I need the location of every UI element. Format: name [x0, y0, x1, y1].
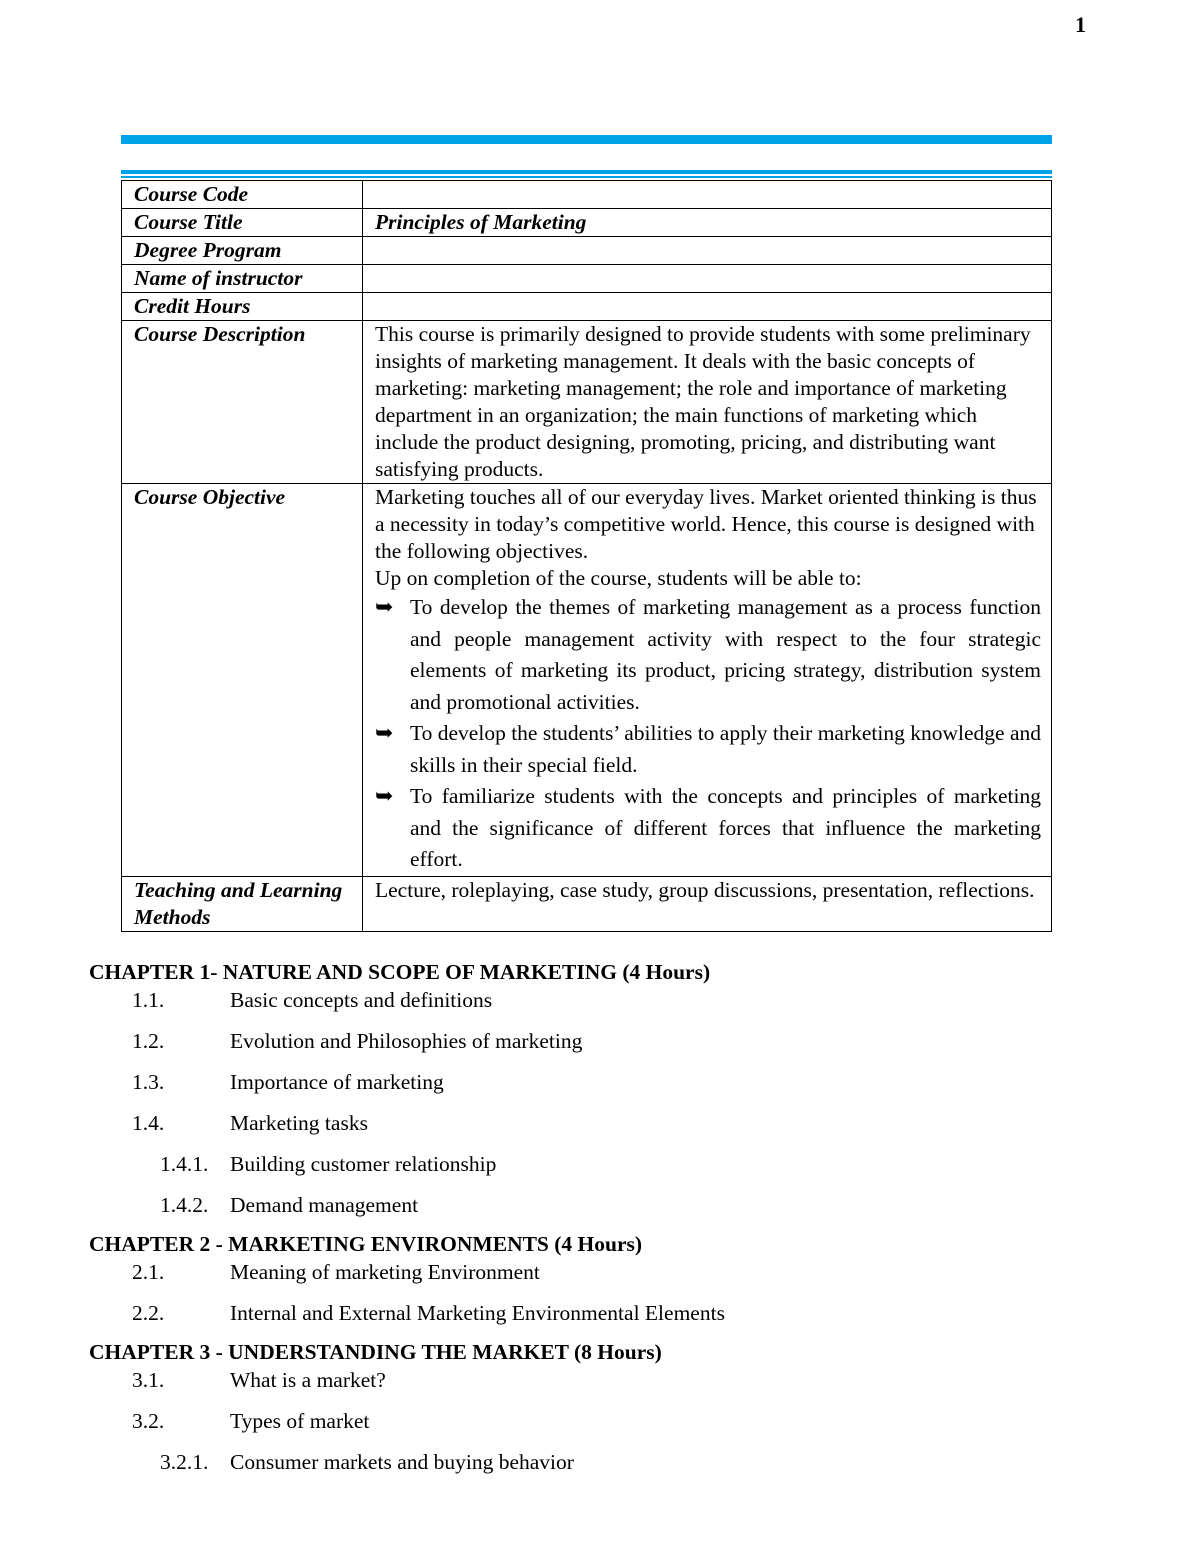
item-number: 1.3. [132, 1070, 165, 1094]
list-item [375, 718, 1041, 781]
item-text: Types of market [230, 1409, 370, 1433]
row-label-credit-hours: Credit Hours [122, 293, 363, 321]
row-label-degree-program: Degree Program [122, 237, 363, 265]
chapter-heading: CHAPTER 2 - MARKETING ENVIRONMENTS (4 Hours) [89, 1232, 643, 1256]
item-text: What is a market? [230, 1368, 386, 1392]
chapter-heading: CHAPTER 1- NATURE AND SCOPE OF MARKETING (4 Hours) [89, 960, 711, 984]
item-number: 1.4.1. [160, 1152, 209, 1176]
list-item [89, 1258, 1089, 1299]
item-text: Demand management [230, 1193, 419, 1217]
objective-text: To develop the students’ abilities to apply their marketing knowledge and skills in their special field. [410, 721, 1041, 777]
page-number: 1 [1075, 12, 1086, 37]
teaching-methods-value: Lecture, roleplaying, case study, group discussions, presentation, reflections. [363, 876, 1052, 931]
chapter-2-section [89, 1230, 1089, 1340]
course-code-value [363, 181, 1052, 209]
item-text: Importance of marketing [230, 1070, 444, 1094]
row-label-course-objective: Course Objective [122, 484, 363, 877]
list-item [89, 986, 1089, 1027]
instructor-value [363, 265, 1052, 293]
table-row [122, 876, 1052, 931]
list-item [89, 1027, 1089, 1068]
table-row [122, 484, 1052, 877]
objective-intro: Marketing touches all of our everyday lives. Market oriented thinking is thus a necessity in today’s competitive world. Hence, this course is designed with the following objectives. [375, 485, 1037, 563]
degree-program-value [363, 237, 1052, 265]
item-number: 3.2. [132, 1409, 165, 1433]
item-text: Marketing tasks [230, 1111, 368, 1135]
item-number: 2.1. [132, 1260, 165, 1284]
accent-bar [121, 135, 1052, 144]
row-label-teaching-methods: Teaching and Learning Methods [122, 876, 363, 931]
chapter-3-section [89, 1338, 1089, 1489]
table-accent-bar-thin [121, 176, 1052, 178]
row-label-course-code: Course Code [122, 181, 363, 209]
course-title-value: Principles of Marketing [363, 209, 1052, 237]
list-item [89, 1299, 1089, 1340]
item-text: Evolution and Philosophies of marketing [230, 1029, 583, 1053]
chapter-1-section [89, 958, 1089, 1232]
item-number: 1.4.2. [160, 1193, 209, 1217]
item-number: 1.2. [132, 1029, 165, 1053]
course-objective-cell [363, 484, 1052, 877]
table-row [122, 293, 1052, 321]
objective-text: To familiarize students with the concepts and principles of marketing and the significance of different forces that influence the marketing effort. [410, 784, 1041, 871]
item-text: Building customer relationship [230, 1152, 497, 1176]
list-item [375, 592, 1041, 718]
row-label-instructor: Name of instructor [122, 265, 363, 293]
table-row [122, 181, 1052, 209]
item-number: 2.2. [132, 1301, 165, 1325]
arrow-bullet-icon: ➥ [375, 595, 394, 620]
objective-list [375, 592, 1041, 876]
objective-text: To develop the themes of marketing management as a process function and people management activity with respect to the four strategic elements of marketing its product, pricing strategy, distribution system and promotional activities. [410, 595, 1041, 714]
arrow-bullet-icon: ➥ [375, 784, 394, 809]
list-item [89, 1366, 1089, 1407]
course-description-value: This course is primarily designed to provide students with some preliminary insights of marketing management. It deals with the basic concepts of marketing: marketing management; the role and importance of marketing department in an organization; the main functions of marketing which include the product designing, promoting, pricing, and distributing want satisfying products. [363, 321, 1052, 484]
list-item [89, 1109, 1089, 1150]
item-number: 1.1. [132, 988, 165, 1012]
table-accent-bar [121, 170, 1052, 174]
list-item [89, 1150, 1089, 1191]
chapter-heading: CHAPTER 3 - UNDERSTANDING THE MARKET (8 Hours) [89, 1340, 662, 1364]
course-info-table [121, 180, 1052, 932]
table-row [122, 237, 1052, 265]
row-label-course-description: Course Description [122, 321, 363, 484]
list-item [89, 1448, 1089, 1489]
list-item [89, 1407, 1089, 1448]
table-row [122, 209, 1052, 237]
list-item [89, 1191, 1089, 1232]
arrow-bullet-icon: ➥ [375, 721, 394, 746]
item-text: Meaning of marketing Environment [230, 1260, 540, 1284]
objective-lead: Up on completion of the course, students will be able to: [375, 566, 862, 590]
table-row [122, 321, 1052, 484]
list-item [89, 1068, 1089, 1109]
item-text: Internal and External Marketing Environmental Elements [230, 1301, 725, 1325]
credit-hours-value [363, 293, 1052, 321]
item-number: 3.1. [132, 1368, 165, 1392]
item-text: Basic concepts and definitions [230, 988, 493, 1012]
item-text: Consumer markets and buying behavior [230, 1450, 574, 1474]
list-item [375, 781, 1041, 876]
item-number: 3.2.1. [160, 1450, 209, 1474]
row-label-course-title: Course Title [122, 209, 363, 237]
item-number: 1.4. [132, 1111, 165, 1135]
table-row [122, 265, 1052, 293]
